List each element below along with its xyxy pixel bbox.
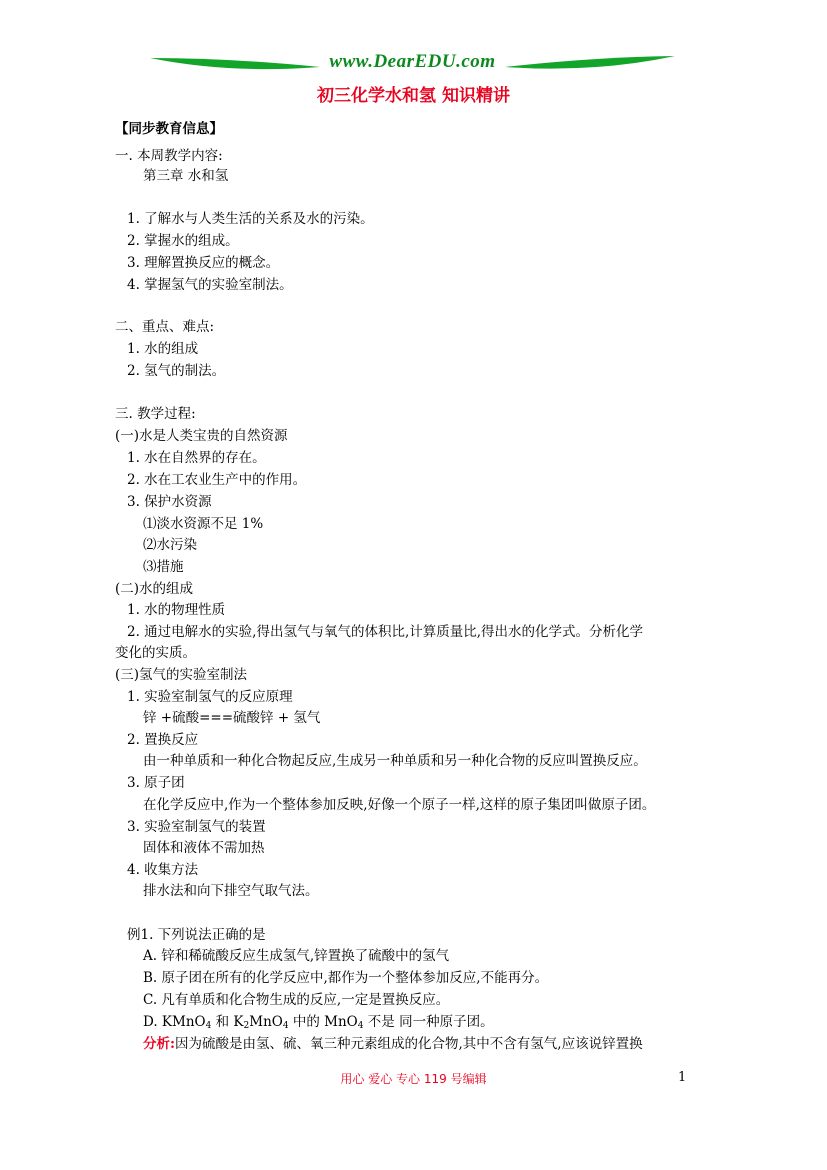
list-item: 4. 收集方法 xyxy=(127,862,199,878)
list-item: 3. 保护水资源 xyxy=(127,494,212,510)
definition-text: 由一种单质和一种化合物起反应,生成另一种单质和另一种化合物的反应叫置换反应。 xyxy=(143,753,647,769)
section-3-heading: 三. 教学过程: xyxy=(115,406,196,422)
header-logo xyxy=(150,50,675,80)
section-1-heading: 一. 本周教学内容: xyxy=(115,148,223,164)
section-tag: 【同步教育信息】 xyxy=(115,121,223,137)
example-heading: 例1. 下列说法正确的是 xyxy=(127,927,266,943)
sub-item: ⑴淡水资源不足 1% xyxy=(143,516,264,532)
definition-text: 固体和液体不需加热 xyxy=(143,840,265,856)
list-item: 4. 掌握氢气的实验室制法。 xyxy=(127,277,293,293)
site-url: www.DearEDU.com xyxy=(329,51,496,72)
example-option-a: A. 锌和稀硫酸反应生成氢气,锌置换了硫酸中的氢气 xyxy=(143,948,450,964)
document-title: 初三化学水和氢 知识精讲 xyxy=(317,86,510,106)
analysis-label: 分析: xyxy=(143,1036,175,1052)
example-option-c: C. 凡有单质和化合物生成的反应,一定是置换反应。 xyxy=(143,992,450,1008)
list-item: 3. 实验室制氢气的装置 xyxy=(127,819,266,835)
part-3-heading: (三)氢气的实验室制法 xyxy=(115,667,248,683)
list-item: 1. 水在自然界的存在。 xyxy=(127,450,266,466)
definition-text: 在化学反应中,作为一个整体参加反映,好像一个原子一样,这样的原子集团叫做原子团。 xyxy=(143,797,656,813)
equation-line: 锌 +硫酸===硫酸锌 + 氢气 xyxy=(143,710,321,726)
analysis-line xyxy=(143,1034,643,1054)
example-option-b: B. 原子团在所有的化学反应中,都作为一个整体参加反应,不能再分。 xyxy=(143,970,549,986)
list-item: 1. 水的物理性质 xyxy=(127,602,226,618)
list-item: 1. 实验室制氢气的反应原理 xyxy=(127,689,293,705)
list-item: 3. 原子团 xyxy=(127,775,185,791)
list-item: 2. 水在工农业生产中的作用。 xyxy=(127,472,307,488)
list-item: 2. 氢气的制法。 xyxy=(127,363,226,379)
analysis-text: 因为硫酸是由氢、硫、氧三种元素组成的化合物,其中不含有氢气,应该说锌置换 xyxy=(174,1036,643,1052)
list-item: 2. 置换反应 xyxy=(127,732,199,748)
list-item: 2. 掌握水的组成。 xyxy=(127,233,239,249)
list-item: 3. 理解置换反应的概念。 xyxy=(127,255,280,271)
definition-text: 排水法和向下排空气取气法。 xyxy=(143,883,319,899)
sub-item: ⑶措施 xyxy=(143,559,184,575)
example-option-d: D. KMnO$_4$ 和 $K_2MnO_4$ 中的 MnO$_4$ 不是 同一种原子团。 xyxy=(143,1014,494,1031)
part-1-heading: (一)水是人类宝贵的自然资源 xyxy=(115,428,288,444)
list-item-continuation: 变化的实质。 xyxy=(115,645,196,661)
section-2-heading: 二、重点、难点: xyxy=(115,319,215,335)
list-item: 2. 通过电解水的实验,得出氢气与氧气的体积比,计算质量比,得出水的化学式。分析化学 xyxy=(127,624,644,640)
page-number: 1 xyxy=(678,1070,687,1085)
part-2-heading: (二)水的组成 xyxy=(115,581,194,597)
sub-item: ⑵水污染 xyxy=(143,537,197,553)
chapter-line: 第三章 水和氢 xyxy=(143,168,229,184)
list-item: 1. 了解水与人类生活的关系及水的污染。 xyxy=(127,211,374,227)
footer-text: 用心 爱心 专心 119 号编辑 xyxy=(340,1072,487,1086)
list-item: 1. 水的组成 xyxy=(127,341,199,357)
